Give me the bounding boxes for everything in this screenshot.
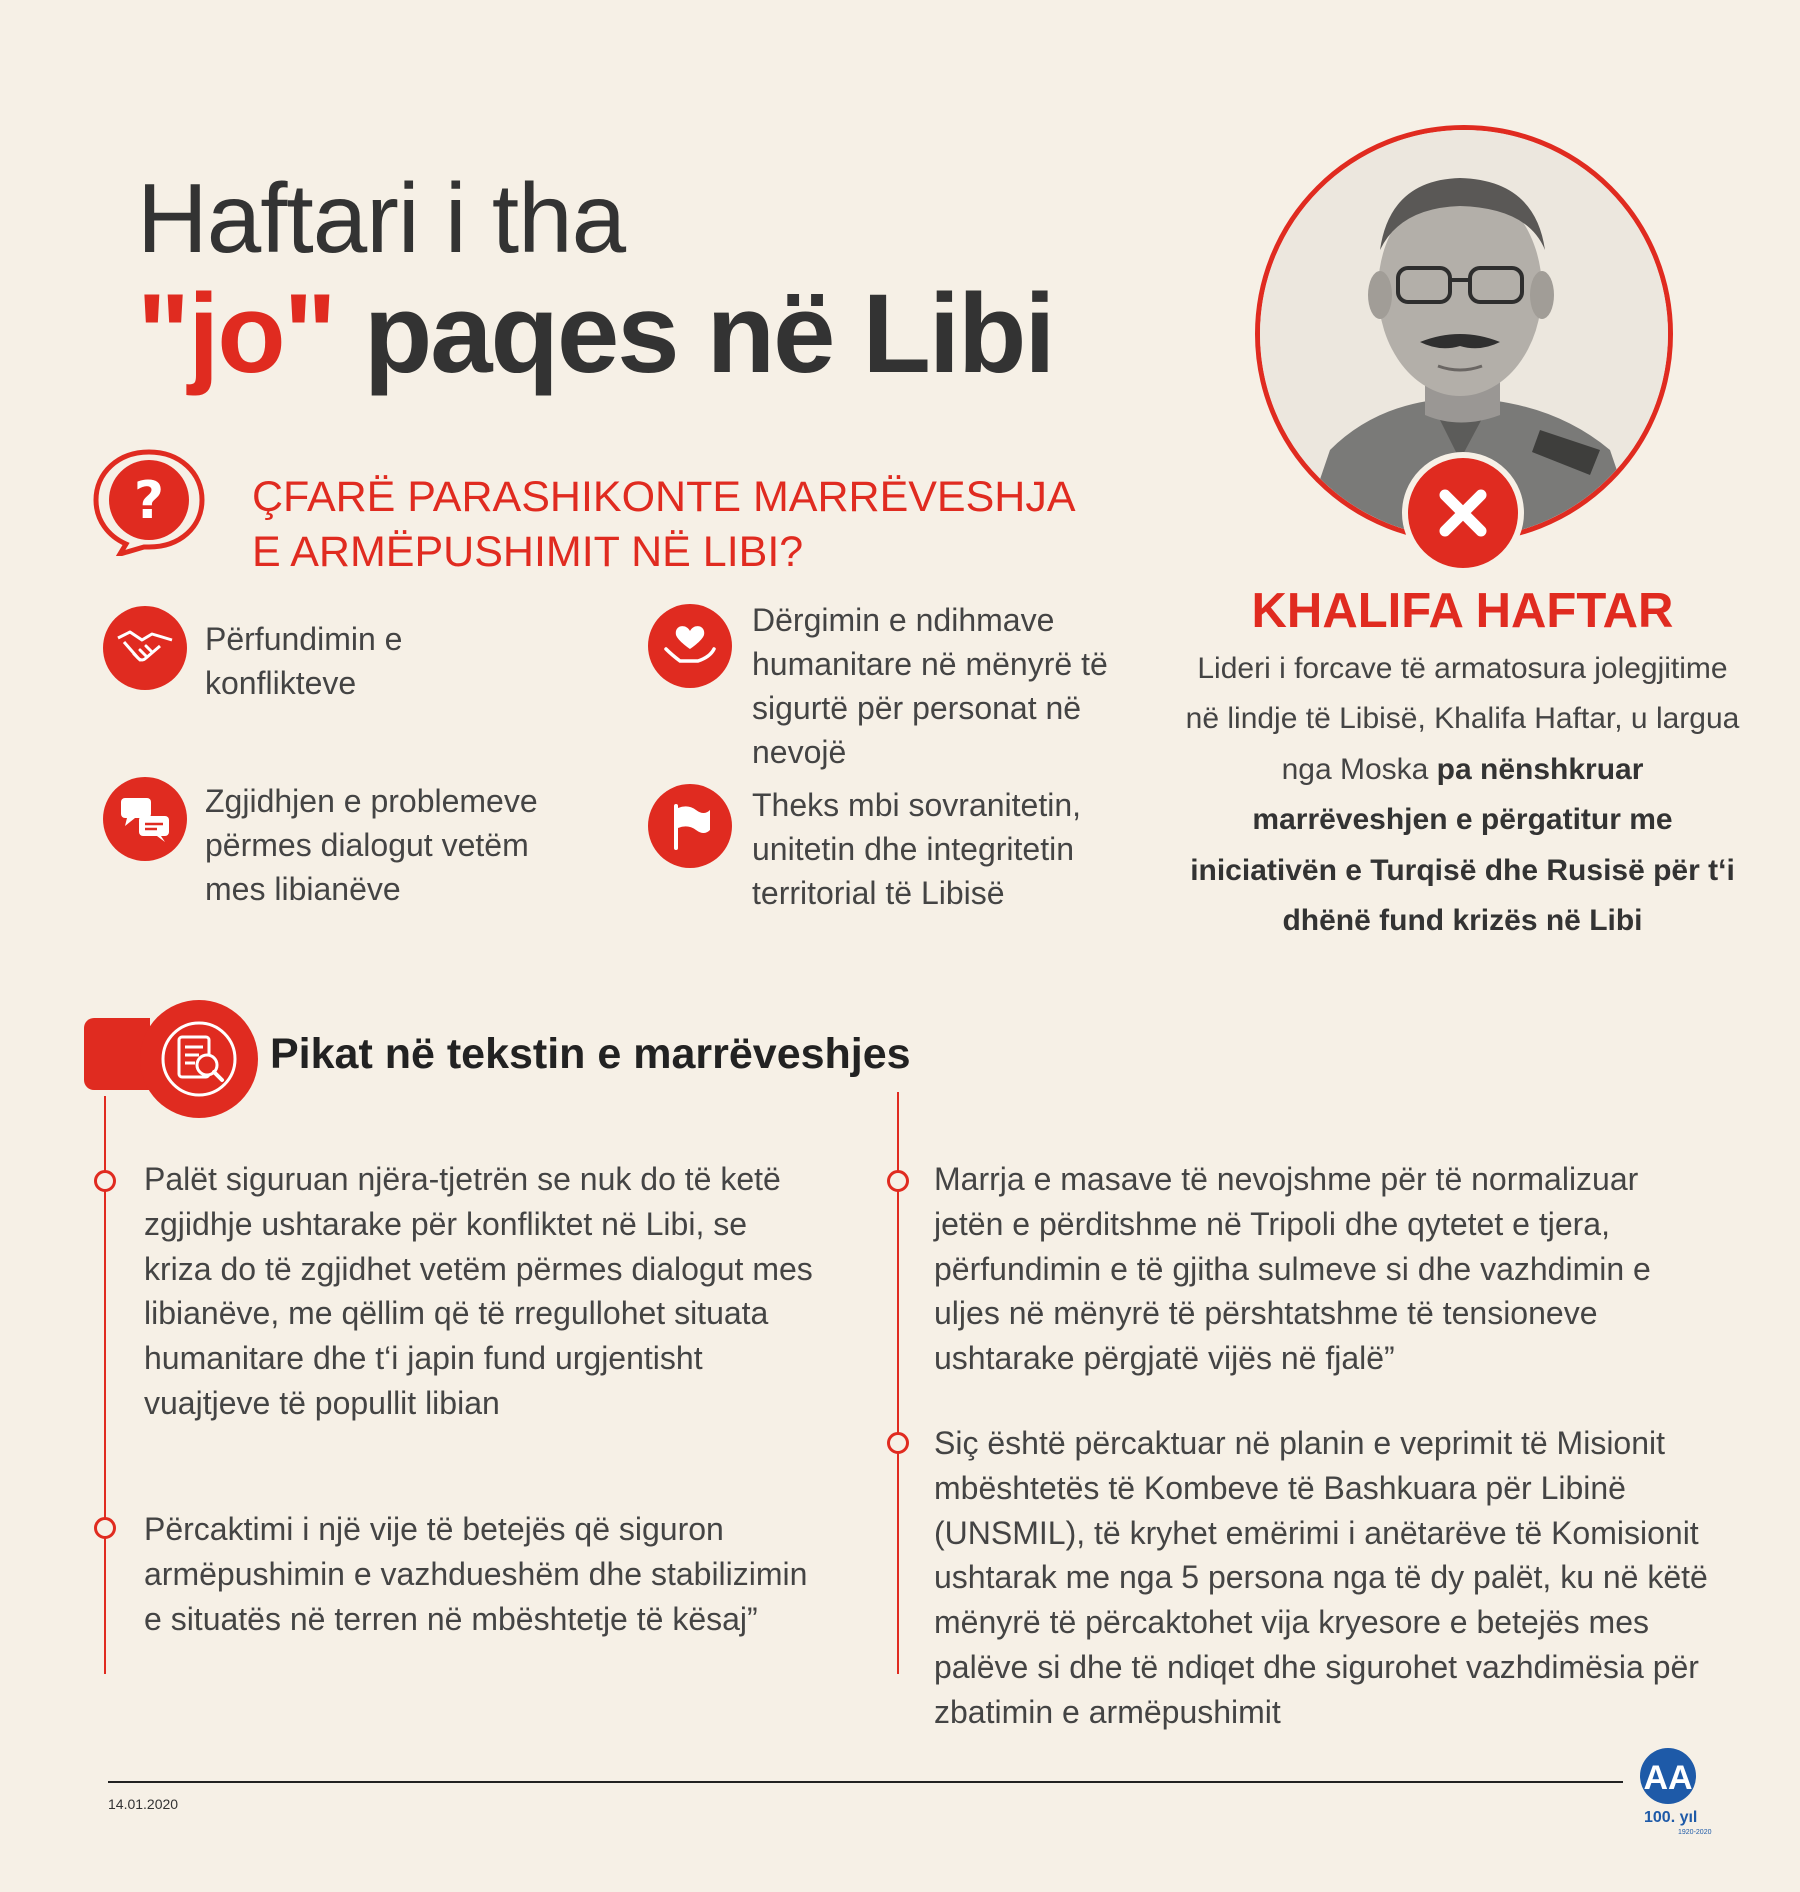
svg-text:100. yıl: 100. yıl <box>1644 1809 1698 1826</box>
point-left-2: Përcaktimi i një vije të betejës që siguron armëpushimin e vazhdueshëm dhe stabilizimin e situatës në terren në mbështetje të kësaj” <box>144 1511 808 1637</box>
title-jo: "jo" <box>137 271 335 396</box>
aa-logo <box>1638 1742 1718 1837</box>
timeline-dot <box>94 1170 116 1192</box>
reject-x-icon <box>1402 452 1524 574</box>
person-description <box>1180 644 1745 946</box>
title-line-2 <box>137 272 1054 395</box>
title-rest: paqes në Libi <box>334 271 1054 396</box>
item-text-4: Theks mbi sovranitetin, unitetin dhe integritetin territorial të Libisë <box>752 787 1082 912</box>
point-right-1: Marrja e masave të nevojshme për të normalizuar jetën e përditshme në Tripoli dhe qytetet e tjera, përfundimin e të gjitha sulmeve si dhe vazhdimin e uljes në mënyrë të përshtatshme të tensioneve ushtarake përgjatë vijës në fjalë” <box>934 1161 1651 1377</box>
section-2-title: Pikat në tekstin e marrëveshjes <box>270 1030 911 1078</box>
svg-text:?: ? <box>133 471 165 531</box>
handshake-icon <box>103 606 187 690</box>
chat-bubbles-icon <box>103 777 187 861</box>
title-line-1: Haftari i tha <box>137 163 626 273</box>
svg-text:AA: AA <box>1643 1759 1693 1797</box>
question-bubble-icon <box>90 448 208 556</box>
person-desc-bold: pa nënshkruar marrëveshjen e përgatitur me iniciativën e Turqisë dhe Rusisë për t‘i dhënë fund krizës në Libi <box>1190 752 1735 937</box>
timeline-dot <box>94 1517 116 1539</box>
timeline-dot <box>887 1170 909 1192</box>
heart-hands-icon <box>648 604 732 688</box>
point-right-2: Siç është përcaktuar në planin e veprimit të Misionit mbështetës të Kombeve të Bashkuara për Libinë (UNSMIL), të kryhet emërimi i anëtarëve të Komisionit ushtarak me nga 5 persona nga të dy palët, ku në këtë mënyrë të përcaktohet vija kryesore e betejës mes palëve si dhe të ndiqet dhe sigurohet vazhdimësia për zbatimin e armëpushimit <box>934 1425 1708 1730</box>
date: 14.01.2020 <box>108 1796 179 1812</box>
document-search-icon <box>140 1000 258 1118</box>
section-1-title: ÇFARË PARASHIKONTE MARRËVESHJA E ARMËPUSHIMIT NË LIBI? <box>252 473 1074 577</box>
svg-text:1920-2020: 1920-2020 <box>1678 1829 1712 1836</box>
person-name: KHALIFA HAFTAR <box>1251 584 1674 638</box>
item-text-2: Dërgimin e ndihmave humanitare në mënyrë të sigurtë për personat në nevojë <box>752 602 1108 771</box>
timeline-dot <box>887 1432 909 1454</box>
item-text-1: Përfundimin e konflikteve <box>205 621 403 702</box>
person-desc-plain: Lideri i forcave të armatosura jolegjitime në lindje të Libisë, Khalifa Haftar, u largua nga Moska <box>1185 652 1740 786</box>
item-text-3: Zgjidhjen e problemeve përmes dialogut vetëm mes libianëve <box>205 783 538 908</box>
point-left-1: Palët siguruan njëra-tjetrën se nuk do të ketë zgjidhje ushtarake për konfliktet në Libi, se kriza do të zgjidhet vetëm përmes dialogut mes libianëve, me qëllim që të rregullohet situata humanitare dhe t‘i japin fund urgjentisht vuajtjeve të popullit libian <box>144 1161 813 1421</box>
bottom-rule <box>108 1781 1623 1783</box>
flag-icon <box>648 784 732 868</box>
